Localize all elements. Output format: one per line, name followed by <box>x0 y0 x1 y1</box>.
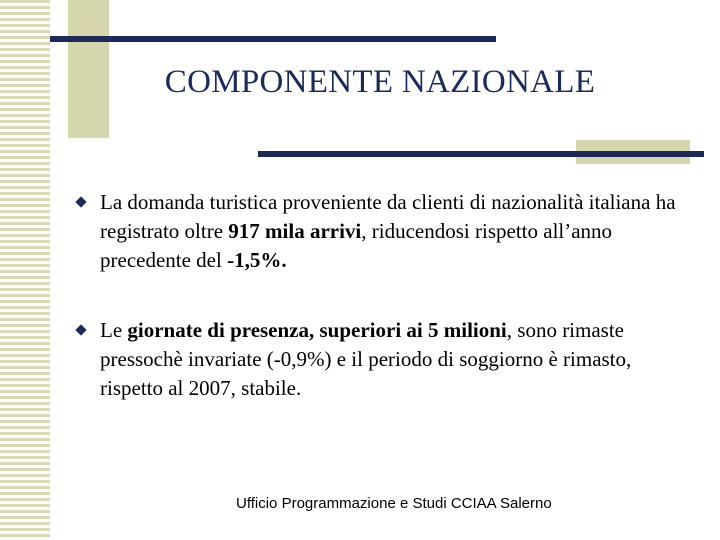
decorative-stripes <box>0 0 50 540</box>
bullet-text: Le giornate di presenza, superiori ai 5 milioni, sono rimaste pressochè invariate (-0,9%) e il periodo di soggiorno è rimasto, rispetto al 2007, stabile. <box>100 318 632 400</box>
bullet-list <box>70 188 690 403</box>
bullet-item <box>70 316 690 403</box>
slide-title: COMPONENTE NAZIONALE <box>164 64 596 100</box>
decorative-block-top <box>68 0 109 138</box>
footer-text: Ufficio Programmazione e Studi CCIAA Salerno <box>236 495 552 512</box>
bullet-item <box>70 188 690 275</box>
bullet-text: La domanda turistica proveniente da clienti di nazionalità italiana ha registrato oltre 917 mila arrivi, riducendosi rispetto all’anno precedente del -1,5%. <box>100 190 676 272</box>
decorative-line-mid <box>258 151 704 157</box>
decorative-line-top <box>50 36 496 42</box>
diamond-bullet-icon <box>75 324 86 335</box>
diamond-bullet-icon <box>75 196 86 207</box>
